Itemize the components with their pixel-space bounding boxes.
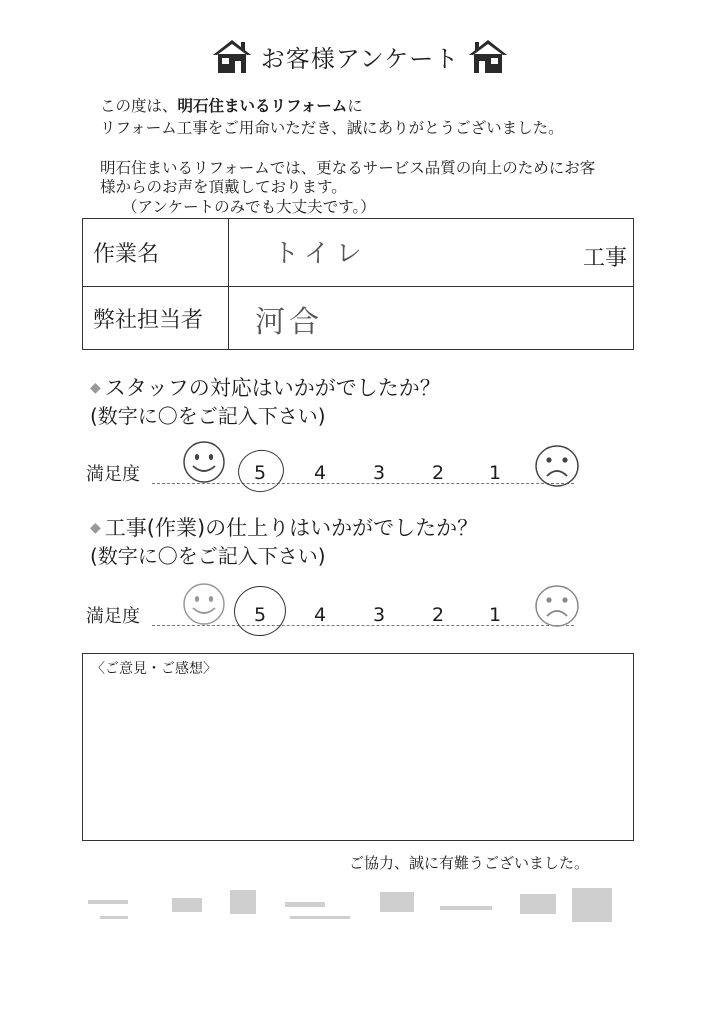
house-icon: [211, 37, 253, 75]
rating-option-5[interactable]: 5: [254, 462, 267, 484]
diamond-bullet-icon: ◆: [90, 380, 101, 396]
frowning-face-icon: [534, 584, 580, 628]
question-2: ◆ 工事(作業)の仕上りはいかがでしたか？: [90, 516, 479, 540]
rating-option-3[interactable]: 3: [373, 462, 386, 484]
info-table: [82, 218, 634, 350]
rating-option-3[interactable]: 3: [373, 604, 386, 626]
question-1: ◆ スタッフの対応はいかがでしたか？: [90, 376, 441, 400]
comments-label: 〈ご意見・ご感想〉: [91, 661, 217, 677]
rating-option-2[interactable]: 2: [432, 604, 445, 626]
satisfaction-label: 満足度: [86, 464, 140, 485]
intro-line-2: リフォーム工事をご用命いただき、誠にありがとうございました。: [100, 119, 564, 137]
comments-box[interactable]: [82, 653, 634, 841]
survey-title: [200, 34, 520, 78]
rating-option-4[interactable]: 4: [314, 604, 327, 626]
staff-name-field[interactable]: 河合: [255, 305, 323, 340]
rating-option-2[interactable]: 2: [432, 462, 445, 484]
work-name-row: [83, 219, 633, 287]
q1-rating-scale: [86, 440, 596, 490]
work-suffix: 工事: [582, 246, 627, 271]
satisfaction-label: 満足度: [86, 606, 140, 627]
page-title: お客様アンケート: [260, 44, 460, 73]
rating-option-5[interactable]: 5: [254, 604, 267, 626]
q2-rating-scale: [86, 582, 596, 632]
intro-line-3: 明石住まいるリフォームでは、更なるサービス品質の向上のためにお客: [100, 159, 596, 177]
house-icon: [467, 37, 509, 75]
work-name-label: 作業名: [83, 219, 229, 286]
intro-line-1: この度は、明石住まいるリフォームに: [100, 97, 363, 115]
rating-option-4[interactable]: 4: [314, 462, 327, 484]
rating-option-1[interactable]: 1: [489, 604, 502, 626]
intro-line-4: 様からのお声を頂戴しております。: [100, 178, 347, 196]
question-2-instruction: (数字に〇をご記入下さい): [90, 544, 326, 568]
intro-note: （アンケートのみでも大丈夫です。）: [122, 198, 376, 216]
rating-option-1[interactable]: 1: [489, 462, 502, 484]
frowning-face-icon: [534, 444, 580, 488]
work-name-field[interactable]: トイレ: [273, 239, 368, 269]
question-1-instruction: (数字に〇をご記入下さい): [90, 404, 326, 428]
footer-decoration: [80, 880, 620, 940]
diamond-bullet-icon: ◆: [90, 520, 101, 536]
staff-label: 弊社担当者: [83, 287, 229, 349]
smiley-icon: [182, 582, 226, 626]
brand-name: 明石住まいるリフォーム: [177, 97, 348, 115]
smiley-icon: [182, 440, 226, 484]
staff-row: [83, 287, 633, 349]
closing-thanks: ご協力、誠に有難うございました。: [348, 854, 589, 872]
